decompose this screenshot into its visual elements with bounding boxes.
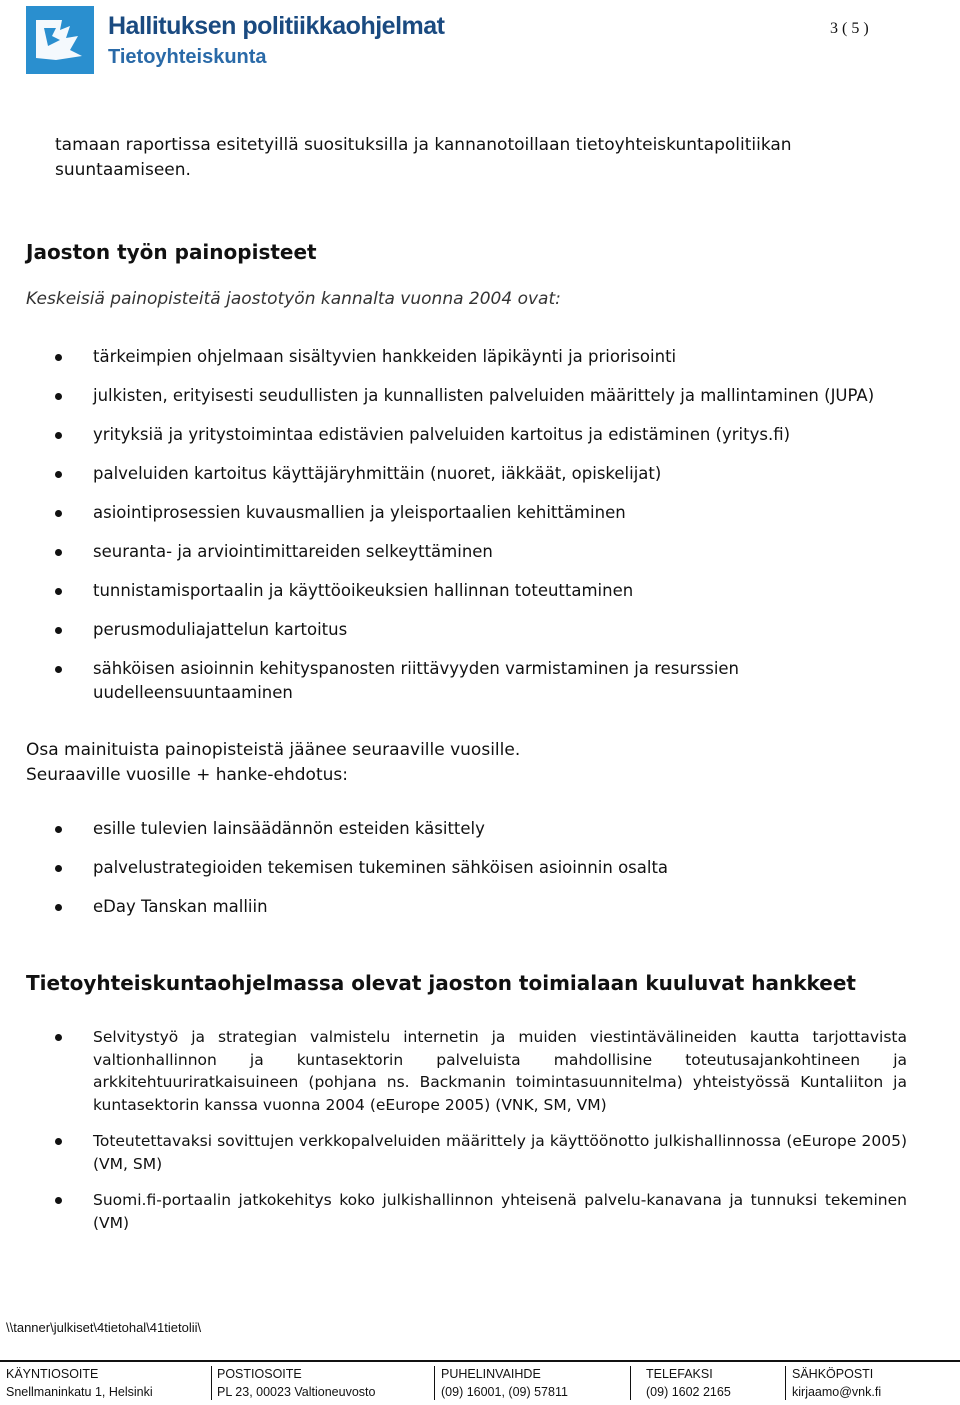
bullet-icon	[55, 471, 62, 478]
list-item: palvelustrategioiden tekemisen tukeminen sähköisen asioinnin osalta	[55, 856, 925, 880]
bullet-icon	[55, 549, 62, 556]
footer-email: SÄHKÖPOSTI kirjaamo@vnk.fi	[792, 1367, 882, 1399]
bullet-icon	[55, 627, 62, 634]
footer-separator	[211, 1366, 212, 1400]
note-next-years: Seuraaville vuosille + hanke-ehdotus:	[26, 765, 348, 785]
bullet-icon	[55, 393, 62, 400]
list-item: seuranta- ja arviointimittareiden selkeyttäminen	[55, 540, 925, 564]
footer-separator	[785, 1366, 786, 1400]
footer-fax: TELEFAKSI (09) 1602 2165	[646, 1367, 731, 1399]
list-item: tärkeimpien ohjelmaan sisältyvien hankkeiden läpikäynti ja priorisointi	[55, 345, 925, 369]
list-item: eDay Tanskan malliin	[55, 895, 925, 919]
section-heading-priorities: Jaoston työn painopisteet	[26, 240, 317, 264]
logo-icon	[26, 6, 94, 74]
list-item: Suomi.fi-portaalin jatkokehitys koko julkishallinnon yhteisenä palvelu-kanavana ja tunnuksi tekeminen (VM)	[55, 1189, 907, 1234]
bullet-icon	[55, 354, 62, 361]
bullet-icon	[55, 1034, 62, 1041]
section-heading-projects: Tietoyhteiskuntaohjelmassa olevat jaoston toimialaan kuuluvat hankkeet	[26, 971, 856, 995]
page-number: 3 ( 5 )	[830, 20, 869, 37]
footer-separator	[434, 1366, 435, 1400]
footer-divider	[0, 1360, 960, 1362]
header-subtitle: Tietoyhteiskunta	[108, 46, 267, 68]
bullet-icon	[55, 1197, 62, 1204]
intro-paragraph: tamaan raportissa esitetyillä suosituksilla ja kannanotoillaan tietoyhteiskuntapolitiikan suuntaamiseen.	[55, 135, 792, 180]
header-title: Hallituksen politiikkaohjelmat	[108, 12, 445, 40]
section-subheading: Keskeisiä painopisteitä jaostotyön kannalta vuonna 2004 ovat:	[26, 289, 561, 309]
list-item: asiointiprosessien kuvausmallien ja yleisportaalien kehittäminen	[55, 501, 925, 525]
bullet-icon	[55, 666, 62, 673]
bullet-icon	[55, 865, 62, 872]
note-postponed: Osa mainituista painopisteistä jäänee seuraaville vuosille.	[26, 740, 521, 760]
list-item: tunnistamisportaalin ja käyttöoikeuksien hallinnan toteuttaminen	[55, 579, 925, 603]
list-item: yrityksiä ja yritystoimintaa edistävien palveluiden kartoitus ja edistäminen (yritys.fi)	[55, 423, 925, 447]
priorities-list	[55, 345, 925, 720]
list-item: sähköisen asioinnin kehityspanosten riittävyyden varmistaminen ja resurssien uudelleensuuntaaminen	[55, 657, 925, 705]
next-years-list	[55, 817, 925, 934]
bullet-icon	[55, 826, 62, 833]
projects-list	[55, 1026, 907, 1248]
list-item: perusmoduliajattelun kartoitus	[55, 618, 925, 642]
footer-visiting-address: KÄYNTIOSOITE Snellmaninkatu 1, Helsinki	[6, 1367, 153, 1399]
list-item: esille tulevien lainsäädännön esteiden käsittely	[55, 817, 925, 841]
bullet-icon	[55, 510, 62, 517]
bullet-icon	[55, 432, 62, 439]
footer	[0, 1366, 960, 1402]
bullet-icon	[55, 1138, 62, 1145]
file-path: \\tanner\julkiset\4tietohal\41tietolii\	[6, 1320, 202, 1335]
list-item: palveluiden kartoitus käyttäjäryhmittäin (nuoret, iäkkäät, opiskelijat)	[55, 462, 925, 486]
list-item: Selvitystyö ja strategian valmistelu internetin ja muiden viestintävälineiden kautta tarjottavista valtionhallinnon ja kuntasektorin palveluista mahdollisine toteutusajankohtineen ja arkkitehtuuriratkaisuineen (pohjana ns. Backmanin toimintasuunnitelma) yhteistyössä Kuntaliiton ja kuntasektorin kanssa vuonna 2004 (eEurope 2005) (VNK, SM, VM)	[55, 1026, 907, 1116]
list-item: Toteutettavaksi sovittujen verkkopalveluiden määrittely ja käyttöönotto julkishallinnossa (eEurope 2005) (VM, SM)	[55, 1130, 907, 1175]
footer-switchboard: PUHELINVAIHDE (09) 16001, (09) 57811	[441, 1367, 568, 1399]
list-item: julkisten, erityisesti seudullisten ja kunnallisten palveluiden määrittely ja mallintaminen (JUPA)	[55, 384, 925, 408]
bullet-icon	[55, 904, 62, 911]
bullet-icon	[55, 588, 62, 595]
footer-postal-address: POSTIOSOITE PL 23, 00023 Valtioneuvosto	[217, 1367, 376, 1399]
footer-separator	[630, 1366, 631, 1400]
